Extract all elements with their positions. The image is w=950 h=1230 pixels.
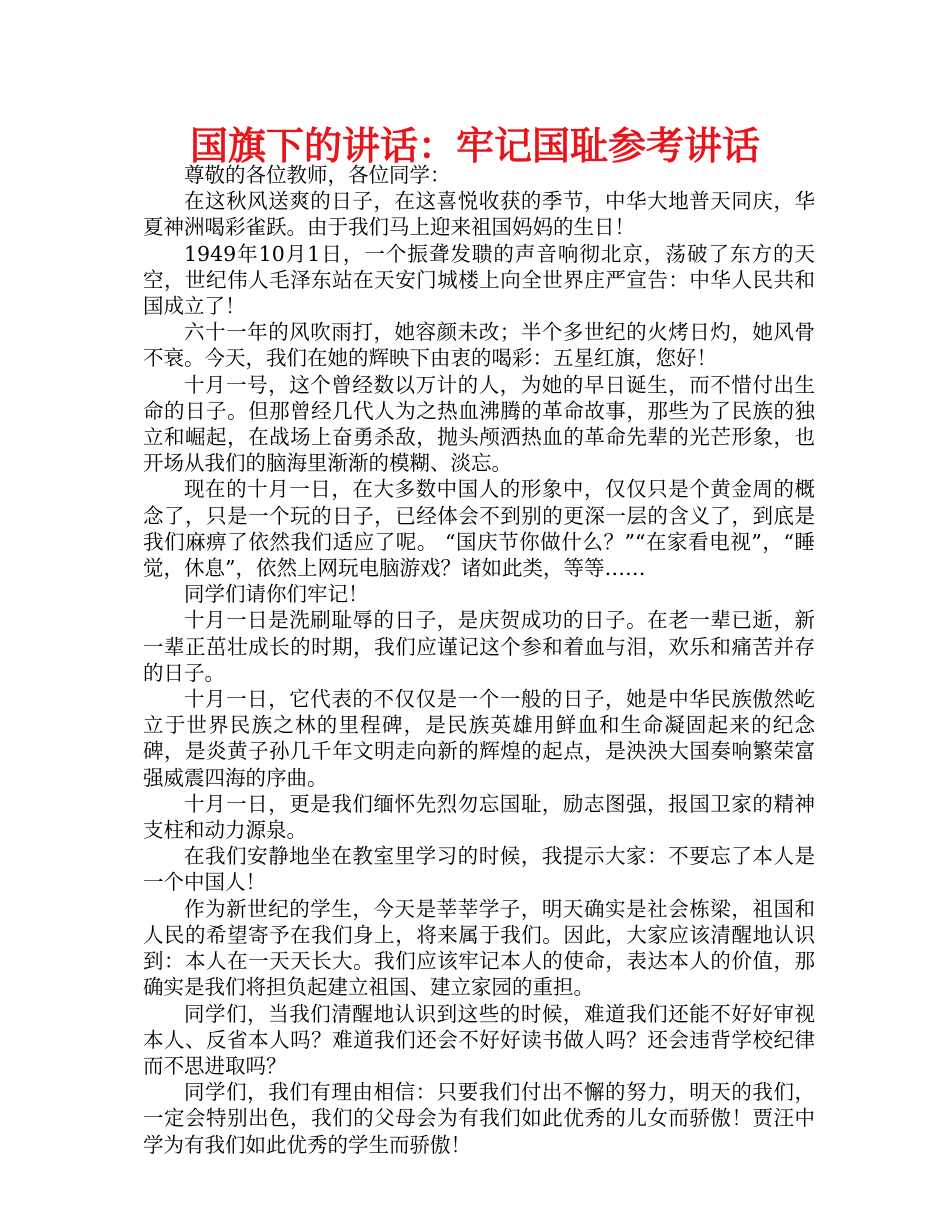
document-body (143, 162, 815, 1158)
body-paragraph: 十月一日，更是我们缅怀先烈勿忘国耻，励志图强，报国卫家的精神支柱和动力源泉。 (143, 791, 815, 843)
document-title: 国旗下的讲话：牢记国耻参考讲话 (189, 124, 760, 168)
salutation-paragraph: 尊敬的各位教师，各位同学： (184, 163, 451, 187)
body-paragraph: 同学们请你们牢记！ (184, 582, 369, 607)
body-paragraph: 六十一年的风吹雨打，她容颜未改；半个多世纪的火烤日灼，她风骨不衰。今天，我们在她的辉映下由衷的喝彩：五星红旗，您好！ (143, 320, 815, 371)
body-paragraph: 在我们安静地坐在教室里学习的时候，我提示大家：不要忘了本人是一个中国人！ (143, 844, 815, 895)
body-paragraph: 同学们，当我们清醒地认识到这些的时候，难道我们还能不好好审视本人、反省本人吗？难道我们还会不好好读书做人吗？还会违背学校纪律而不思进取吗？ (143, 1001, 815, 1078)
body-paragraph: 现在的十月一日，在大多数中国人的形象中，仅仅只是个黄金周的概念了，只是一个玩的日子，已经体会不到别的更深一层的含义了，到底是我们麻痹了依然我们适应了呢。 “国庆节你做什么？”“在家看电视”，“睡觉，休息”，依然上网玩电脑游戏？诸如此类，等等…… (143, 477, 815, 581)
body-paragraph: 作为新世纪的学生，今天是莘莘学子，明天确实是社会栋梁，祖国和人民的希望寄予在我们身上，将来属于我们。因此，大家应该清醒地认识到：本人在一天天长大。我们应该牢记本人的使命，表达本人的价值，那确实是我们将担负起建立祖国、建立家园的重担。 (143, 896, 815, 1000)
body-paragraph: 在这秋风送爽的日子，在这喜悦收获的季节，中华大地普天同庆，华夏神洲喝彩雀跃。由于我们马上迎来祖国妈妈的生日！ (143, 189, 815, 240)
body-paragraph: 十月一日，它代表的不仅仅是一个一般的日子，她是中华民族傲然屹立于世界民族之林的里程碑，是民族英雄用鲜血和生命凝固起来的纪念碑，是炎黄子孙几千年文明走向新的辉煌的起点，是泱泱大国奏响繁荣富强威震四海的序曲。 (143, 687, 815, 790)
body-paragraph: 十月一日是洗刷耻辱的日子，是庆贺成功的日子。在老一辈已逝，新一辈正茁壮成长的时期，我们应谨记这个参和着血与泪，欢乐和痛苦并存的日子。 (143, 608, 815, 685)
body-paragraph: 十月一号，这个曾经数以万计的人，为她的早日诞生，而不惜付出生命的日子。但那曾经几代人为之热血沸腾的革命故事，那些为了民族的独立和崛起，在战场上奋勇杀敌，抛头颅洒热血的革命先辈的光芒形象，也开场从我们的脑海里渐渐的模糊、淡忘。 (143, 372, 815, 476)
body-paragraph: 同学们，我们有理由相信：只要我们付出不懈的努力，明天的我们，一定会特别出色，我们的父母会为有我们如此优秀的儿女而骄傲！贾汪中学为有我们如此优秀的学生而骄傲！ (143, 1080, 815, 1157)
body-paragraph: 1949年10月1日，一个振聋发聩的声音响彻北京，荡破了东方的天空，世纪伟人毛泽东站在天安门城楼上向全世界庄严宣告：中华人民共和国成立了！ (143, 241, 815, 319)
